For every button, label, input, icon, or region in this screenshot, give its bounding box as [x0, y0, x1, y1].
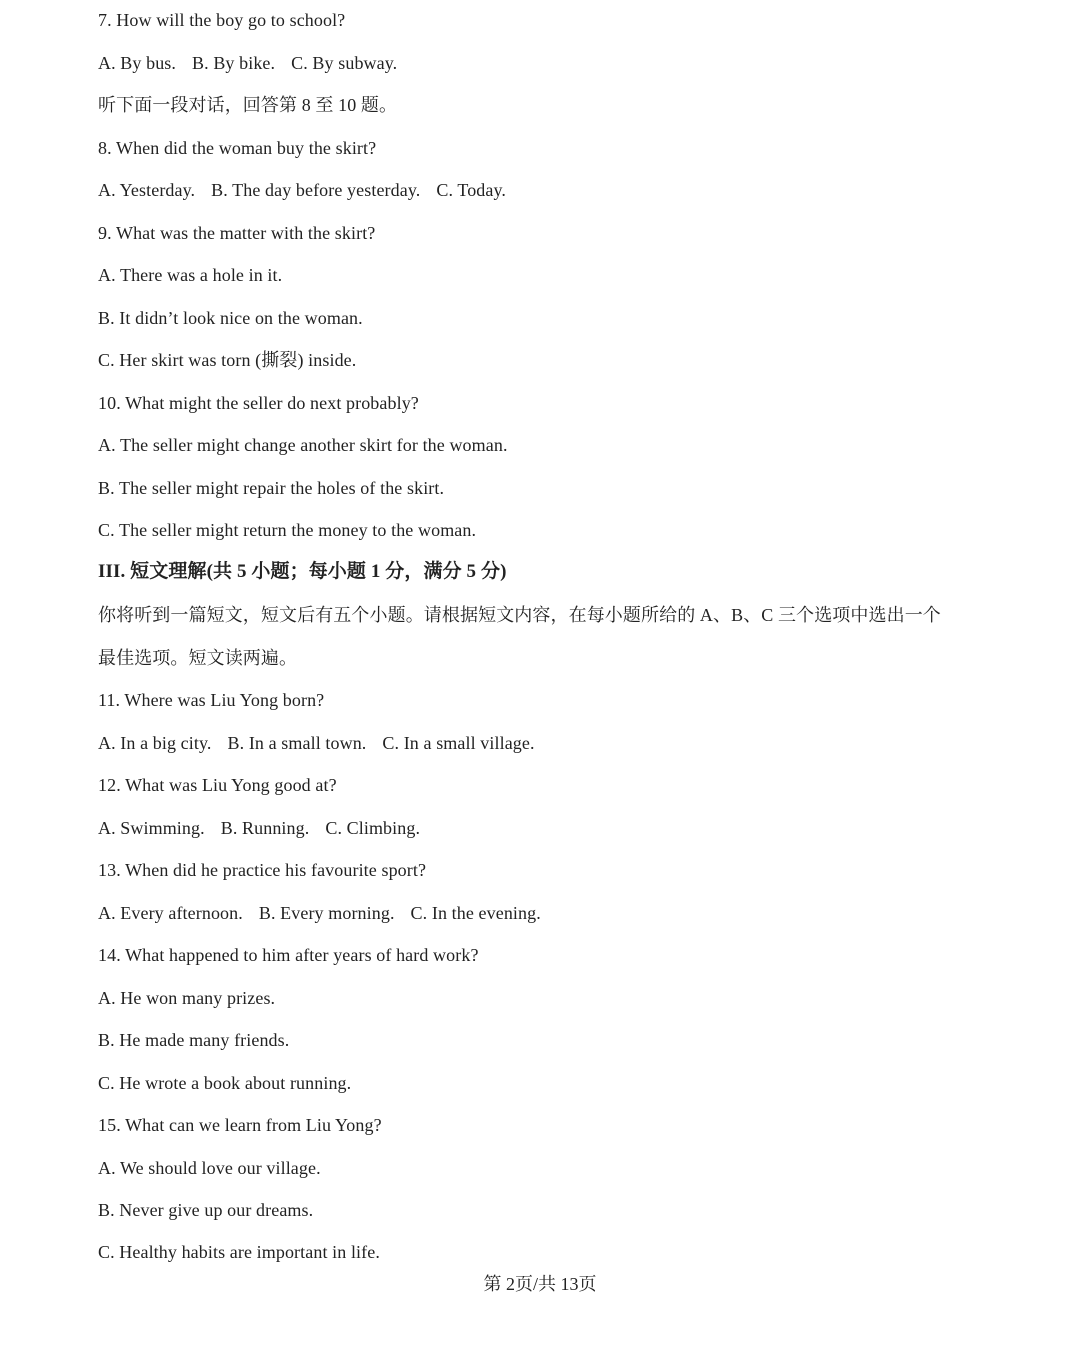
question-13: 13. When did he practice his favourite sport? — [98, 860, 427, 880]
instruction-8-10: 听下面一段对话，回答第 8 至 10 题。 — [98, 95, 398, 115]
option-a: A. By bus. — [98, 53, 177, 73]
option-a: A. There was a hole in it. — [98, 265, 283, 285]
option-c: C. The seller might return the money to the woman. — [98, 520, 477, 540]
question-8: 8. When did the woman buy the skirt? — [98, 138, 377, 158]
option-c: C. Healthy habits are important in life. — [98, 1242, 380, 1262]
question-10: 10. What might the seller do next probably? — [98, 393, 419, 413]
question-14: 14. What happened to him after years of hard work? — [98, 945, 479, 965]
option-c: C. In a small village. — [382, 733, 535, 753]
option-c: C. He wrote a book about running. — [98, 1073, 352, 1093]
option-b: B. The seller might repair the holes of the skirt. — [98, 478, 445, 498]
question-8-options — [98, 178, 506, 202]
option-b: B. By bike. — [192, 53, 276, 73]
option-a: A. We should love our village. — [98, 1158, 321, 1178]
option-b: B. Every morning. — [258, 903, 395, 923]
question-13-options — [98, 901, 541, 925]
section-instruction-cont: 最佳选项。短文读两遍。 — [98, 648, 298, 668]
question-9: 9. What was the matter with the skirt? — [98, 223, 376, 243]
option-c: C. Her skirt was torn (撕裂) inside. — [98, 350, 357, 370]
option-a: A. In a big city. — [98, 733, 212, 753]
question-15: 15. What can we learn from Liu Yong? — [98, 1115, 382, 1135]
option-b: B. He made many friends. — [98, 1030, 290, 1050]
option-c: C. Climbing. — [325, 818, 421, 838]
section-instruction: 你将听到一篇短文，短文后有五个小题。请根据短文内容，在每小题所给的 A、B、C 三个选项中选出一个 — [98, 605, 941, 625]
option-c: C. In the evening. — [410, 903, 541, 923]
option-a: A. Swimming. — [98, 818, 205, 838]
question-11-options — [98, 731, 535, 755]
option-c: C. By subway. — [291, 53, 398, 73]
question-11: 11. Where was Liu Yong born? — [98, 690, 325, 710]
question-12-options — [98, 816, 420, 840]
page-footer: 第 2页/共 13页 — [483, 1274, 597, 1294]
question-7-options — [98, 51, 397, 75]
question-12: 12. What was Liu Yong good at? — [98, 775, 337, 795]
option-a: A. Every afternoon. — [98, 903, 243, 923]
option-b: B. Running. — [220, 818, 310, 838]
option-b: B. Never give up our dreams. — [98, 1200, 314, 1220]
option-a: A. Yesterday. — [98, 180, 196, 200]
section-heading: III. 短文理解(共 5 小题；每小题 1 分，满分 5 分) — [98, 561, 507, 582]
option-c: C. Today. — [436, 180, 507, 200]
question-7: 7. How will the boy go to school? — [98, 10, 346, 30]
option-b: B. It didn’t look nice on the woman. — [98, 308, 363, 328]
option-a: A. The seller might change another skirt for the woman. — [98, 435, 508, 455]
option-a: A. He won many prizes. — [98, 988, 276, 1008]
option-b: B. In a small town. — [227, 733, 367, 753]
option-b: B. The day before yesterday. — [211, 180, 421, 200]
